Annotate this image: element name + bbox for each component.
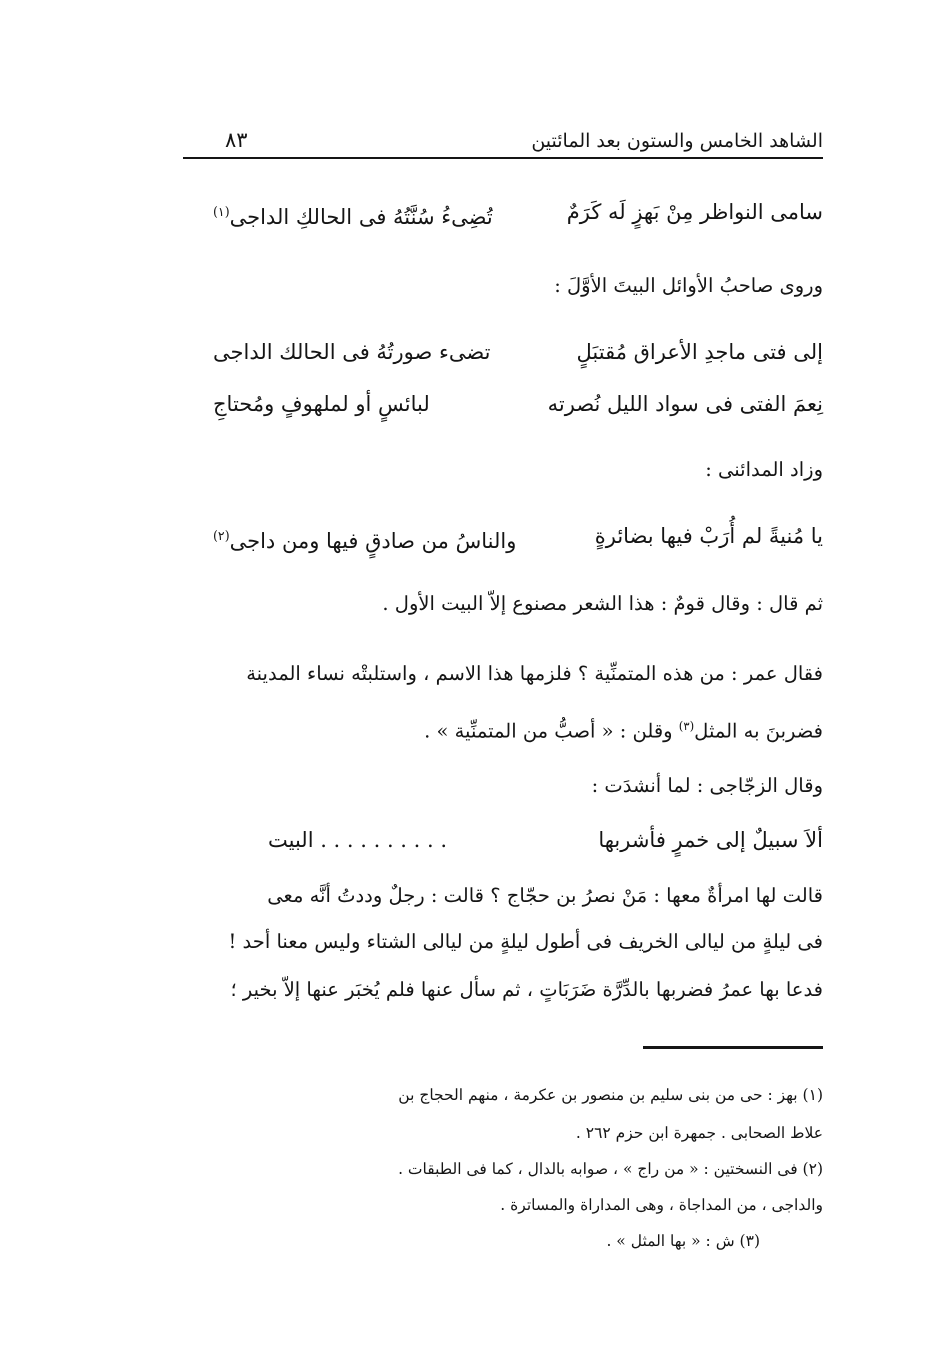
header-rule: [183, 157, 823, 159]
footnote-1-line-1: (١) بهز : حى من بنى سليم بن منصور بن عكرمة ، منهم الحجاج بن: [398, 1086, 823, 1104]
paragraph-2-line-1: فقال عمر : من هذه المتمنِّية ؟ فلزمها هذا الاسم ، واستلبتْه نساء المدينة: [246, 662, 823, 685]
verse-2: [213, 338, 823, 368]
verse-1-second-hemistich: [213, 198, 493, 231]
paragraph-2-line-2-start: فضربنَ به المثل: [694, 719, 823, 743]
verse-5-second-hemistich: . . . . . . . . . . البيت: [268, 828, 448, 852]
verse-2-first-hemistich: إلى فتى ماجدِ الأعراق مُقتبَلٍ: [576, 340, 823, 364]
footnote-marker-2: (٢): [213, 528, 230, 543]
footnote-marker-3: (٣): [678, 719, 695, 733]
verse-5-first-hemistich: ألاَ سبيلٌ إلى خمرٍ فأشربها: [598, 828, 823, 852]
verse-5: [213, 826, 823, 856]
footnote-1-line-2: علاط الصحابى . جمهرة ابن حزم ٢٦٢ .: [575, 1124, 823, 1142]
paragraph-1: ثم قال : وقال قومٌ : هذا الشعر مصنوع إلاّ البيت الأول .: [382, 592, 823, 615]
paragraph-3: وقال الزجّاجى : لما أنشدَت :: [591, 774, 823, 797]
page-header: [183, 126, 823, 158]
footnote-rule: [643, 1046, 823, 1049]
verse-1-first-hemistich: سامى النواظر مِنْ بَهزٍ لَه كَرَمٌ: [566, 200, 823, 224]
running-title: الشاهد الخامس والستون بعد المائتين: [531, 130, 823, 152]
paragraph-2-line-2-end: وقلن : « أصبُّ من المتمنِّية » .: [424, 719, 679, 743]
verse-4: [213, 522, 823, 552]
footnote-marker-1: (١): [213, 204, 230, 219]
intro-line-1: وروى صاحبُ الأوائل البيتَ الأوَّلَ :: [554, 274, 823, 297]
verse-2-second-hemistich: تضىء صورتُهُ فى الحالك الداجى: [213, 340, 491, 364]
verse-1: [213, 198, 823, 228]
verse-3-first-hemistich: نِعمَ الفتى فى سواد الليل نُصرته: [547, 392, 823, 416]
verse-3-second-hemistich: لبائسٍ أو لملهوفٍ ومُحتاجِ: [213, 392, 430, 416]
intro-line-2: وزاد المدائنى :: [705, 458, 823, 481]
footnote-2-line-2: والداجى ، من المداجاة ، وهى المداراة والمساترة .: [500, 1196, 823, 1214]
page-number: ٨٣: [225, 128, 248, 152]
verse-1-second-text: تُضِىءُ سُنَّتُهُ فى الحالكِ الداجى: [229, 205, 493, 229]
footnote-3: (٣) ش : « بها المثل » .: [606, 1232, 760, 1250]
paragraph-4-line-1: قالت لها امرأةٌ معها : مَنْ نصرُ بن حجّاج ؟ قالت : رجلٌ وددتُ أنَّه معى: [267, 884, 823, 907]
paragraph-4-line-2: فى ليلةٍ من ليالى الخريف فى أطول ليلةٍ من ليالى الشتاء وليس معنا أحد !: [228, 930, 823, 953]
footnote-2-line-1: (٢) فى النسختين : « من راج » ، صوابه بالدال ، كما فى الطبقات .: [398, 1160, 823, 1178]
paragraph-4-line-3: فدعا بها عمرُ فضربها بالدِّرَّة ضَرَبَاتٍ ، ثم سأل عنها فلم يُخبَر عنها إلاّ بخير ؛: [230, 978, 823, 1001]
verse-4-second-text: والناسُ من صادقٍ فيها ومن داجى: [229, 529, 517, 553]
verse-3: [213, 390, 823, 420]
verse-4-second-hemistich: [213, 522, 516, 555]
paragraph-2-line-2: [424, 712, 823, 746]
verse-4-first-hemistich: يا مُنيةً لم أُرَبْ فيها بضائرةٍ: [594, 524, 823, 548]
